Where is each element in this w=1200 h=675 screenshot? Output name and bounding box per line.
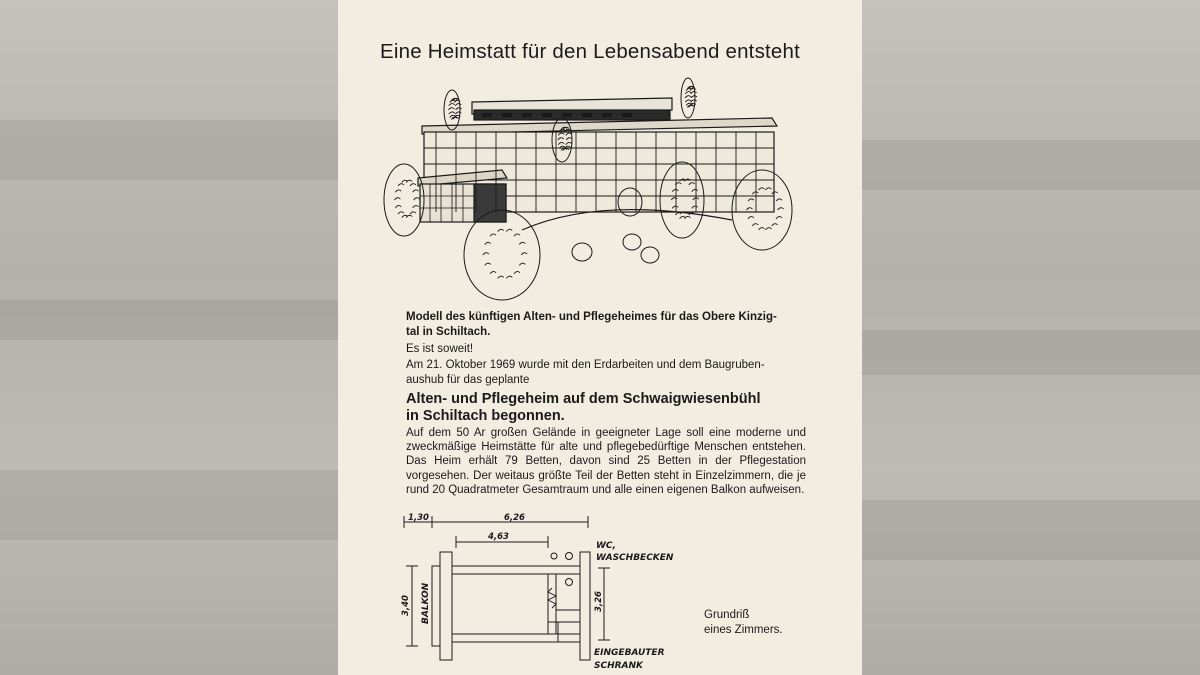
caption-line-2: tal in Schiltach. — [406, 326, 491, 338]
label-wc-1: WC, — [596, 541, 616, 551]
background-left — [0, 0, 340, 675]
body-paragraph: Auf dem 50 Ar großen Gelände in geeigneter Lage soll eine moderne und zweckmäßige Heimstätte für alte und pflegebedürftige Menschen entstehen. Das Heim erhält 79 Betten, davon sind 25 Betten in der Pflegestation vorgesehen. Der weitaus größte Teil der Betten steht in Einzelzimmern, die je rund 20 Quadratmeter Gesamtraum und alle einen eigenen Balkon aufweisen. — [406, 427, 806, 496]
caption-line-1: Modell des künftigen Alten- und Pflegeheimes für das Obere Kinzig- — [406, 311, 777, 323]
dim-left: 3,40 — [401, 595, 411, 616]
dim-top-large: 6,26 — [504, 513, 525, 523]
document-page — [338, 0, 862, 675]
background-right — [862, 0, 1200, 675]
building-illustration — [382, 70, 832, 310]
dim-top-small: 1,30 — [408, 513, 429, 523]
paragraph-line-2: aushub für das geplante — [406, 373, 530, 386]
plan-caption-line-1: Grundriß — [704, 609, 750, 621]
label-schrank-2: SCHRANK — [594, 661, 644, 671]
label-schrank-1: EINGEBAUTER — [594, 648, 665, 658]
paragraph-start — [406, 358, 806, 387]
intro-text: Es ist soweit! — [406, 343, 474, 355]
headline-line-2: in Schiltach begonnen. — [406, 408, 565, 424]
label-balkon: BALKON — [421, 582, 431, 624]
floor-plan-diagram — [398, 510, 698, 675]
paragraph-line-1: Am 21. Oktober 1969 wurde mit den Erdarbeiten und dem Baugruben- — [406, 359, 765, 371]
dim-right: 3,26 — [594, 591, 604, 612]
label-wc-2: WASCHBECKEN — [596, 553, 674, 563]
floor-plan-caption — [704, 608, 783, 638]
dim-inner: 4,63 — [488, 532, 509, 542]
headline-line-1: Alten- und Pflegeheim auf dem Schwaigwiesenbühl — [406, 391, 761, 407]
headline — [406, 391, 806, 425]
illustration-caption — [406, 310, 806, 340]
page-title: Eine Heimstatt für den Lebensabend entsteht — [380, 40, 801, 63]
plan-caption-line-2: eines Zimmers. — [704, 624, 783, 636]
